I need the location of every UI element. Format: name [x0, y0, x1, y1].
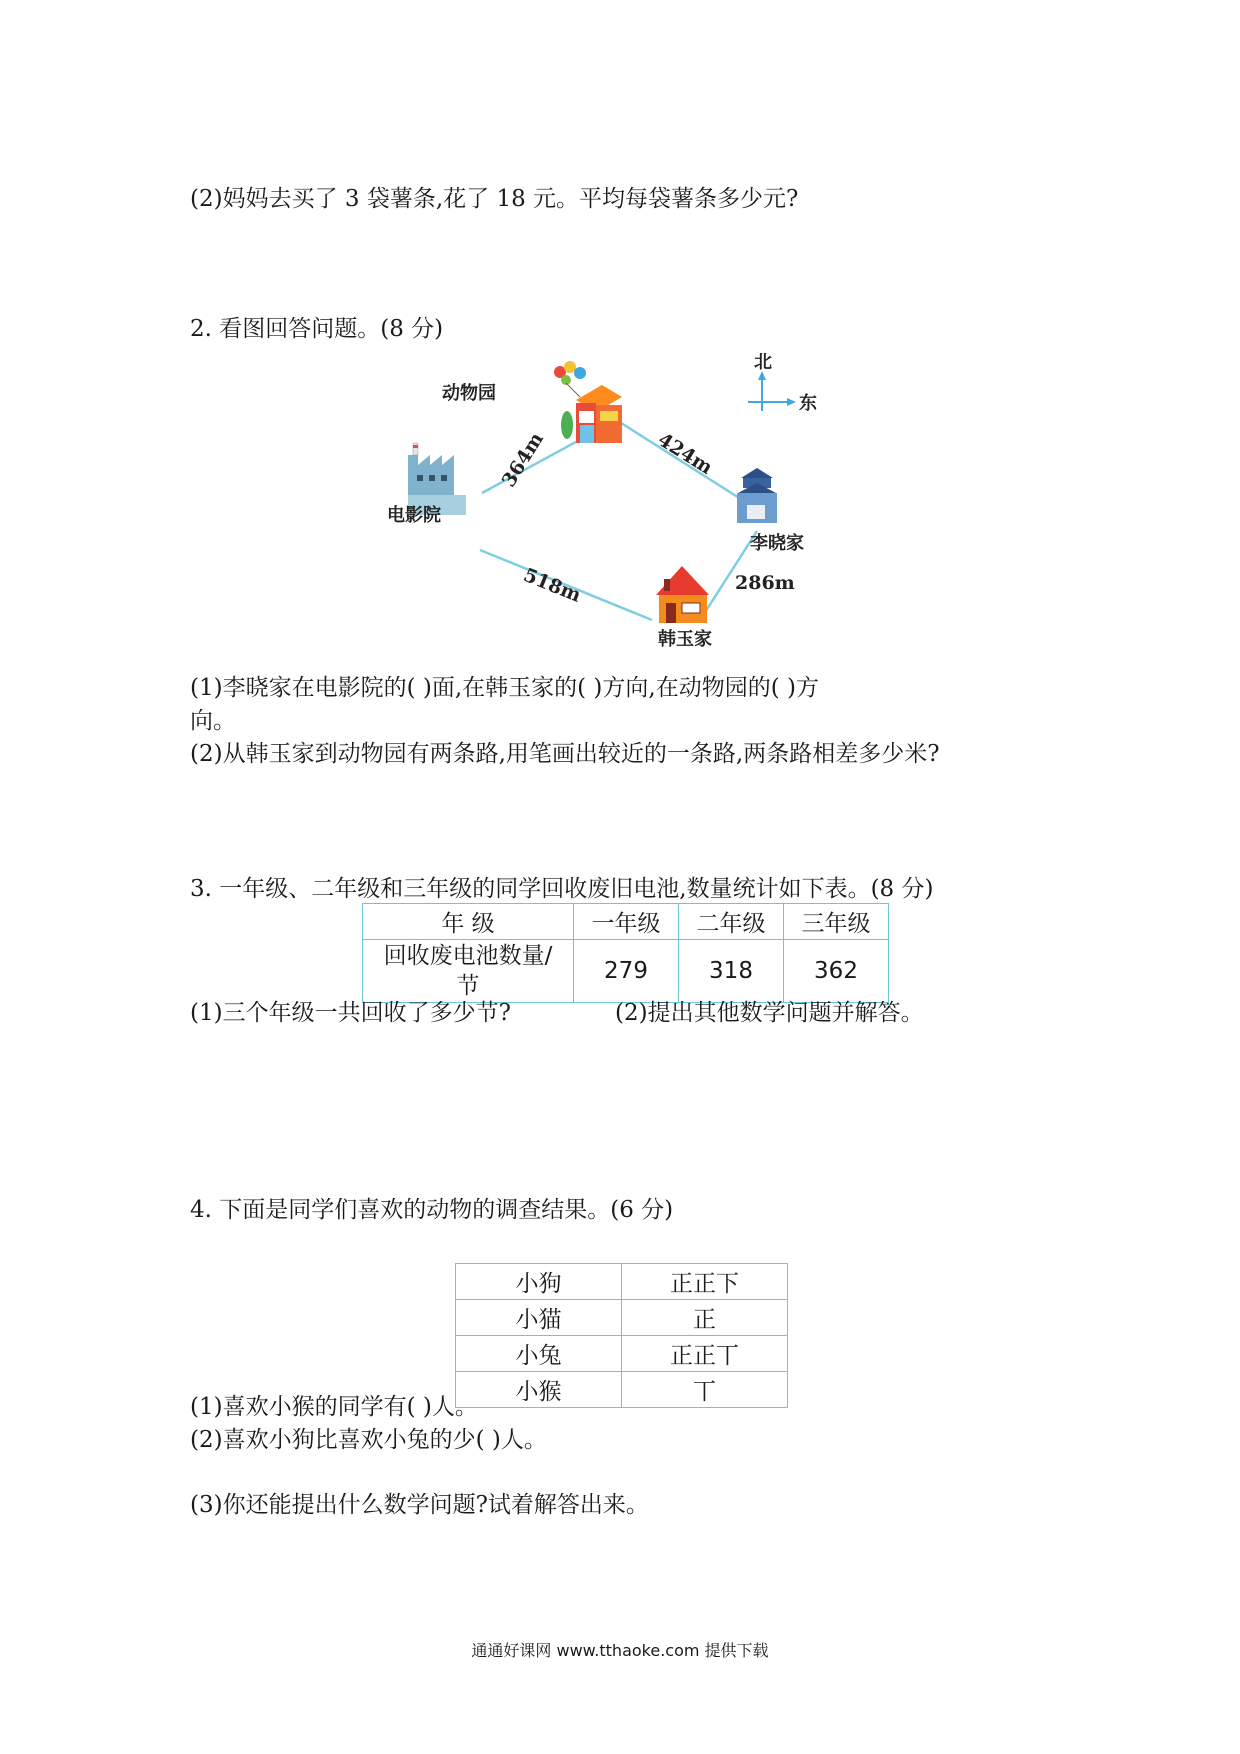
table-row	[456, 1336, 788, 1372]
table-header-grade2: 二年级	[679, 904, 784, 940]
dist-zoo-lixiao: 424m	[654, 428, 717, 480]
q2-sub1-line2: 向。	[190, 708, 236, 734]
hanyu-home-label: 韩玉家	[658, 629, 712, 650]
tally-cell: 丅	[622, 1372, 788, 1408]
footer-text: 通通好课网 www.tthaoke.com 提供下载	[471, 1641, 769, 1660]
lixiao-home-icon	[737, 468, 777, 523]
q2-title: 2. 看图回答问题。(8 分)	[190, 316, 444, 342]
cinema-label: 电影院	[387, 505, 441, 526]
q4-sub1-text: (1)喜欢小猴的同学有( )人。	[190, 1394, 478, 1420]
animal-cell: 小兔	[456, 1336, 622, 1372]
table-row-header	[363, 904, 889, 940]
table-row-label	[363, 940, 574, 1003]
q3-title: 3. 一年级、二年级和三年级的同学回收废旧电池,数量统计如下表。(8 分)	[190, 876, 934, 902]
animal-survey-table	[455, 1263, 788, 1408]
compass-icon	[748, 371, 796, 411]
dist-cinema-hanyu: 518m	[520, 564, 585, 607]
tally-cell: 正正下	[622, 1264, 788, 1300]
battery-table	[362, 903, 889, 1003]
table-cell-grade3: 362	[784, 940, 889, 1003]
animal-cell: 小猴	[456, 1372, 622, 1408]
animal-cell: 小狗	[456, 1264, 622, 1300]
q3-sub1-text: (1)三个年级一共回收了多少节?	[190, 1000, 511, 1026]
table-cell-grade1: 279	[574, 940, 679, 1003]
lixiao-home-label: 李晓家	[750, 533, 804, 554]
tally-cell: 正正丅	[622, 1336, 788, 1372]
zoo-icon	[554, 361, 622, 443]
hanyu-home-icon	[656, 566, 709, 623]
table-header-grade1: 一年级	[574, 904, 679, 940]
dist-cinema-zoo: 364m	[497, 428, 549, 491]
table-row	[456, 1264, 788, 1300]
table-row-label-line1: 回收废电池数量/	[383, 943, 553, 969]
table-cell-grade2: 318	[679, 940, 784, 1003]
table-row	[456, 1372, 788, 1408]
dist-lixiao-hanyu: 286m	[735, 572, 795, 594]
compass-east-label: 东	[799, 393, 817, 414]
table-row-label-line2: 节	[456, 973, 480, 999]
table-header-grade: 年 级	[363, 904, 574, 940]
q2-sub2-text: (2)从韩玉家到动物园有两条路,用笔画出较近的一条路,两条路相差多少米?	[190, 741, 940, 767]
tally-cell: 正	[622, 1300, 788, 1336]
q2-sub1-line1: (1)李晓家在电影院的( )面,在韩玉家的( )方向,在动物园的( )方	[190, 675, 819, 701]
compass-north-label: 北	[754, 352, 772, 373]
zoo-label: 动物园	[442, 383, 496, 404]
q1-sub2-text: (2)妈妈去买了 3 袋薯条,花了 18 元。平均每袋薯条多少元?	[190, 186, 799, 212]
q4-sub2-text: (2)喜欢小狗比喜欢小兔的少( )人。	[190, 1427, 547, 1453]
q4-title: 4. 下面是同学们喜欢的动物的调查结果。(6 分)	[190, 1197, 674, 1223]
route-map	[387, 352, 840, 665]
table-row	[456, 1300, 788, 1336]
animal-cell: 小猫	[456, 1300, 622, 1336]
q3-sub2-text: (2)提出其他数学问题并解答。	[615, 1000, 924, 1026]
table-header-grade3: 三年级	[784, 904, 889, 940]
table-row-values	[363, 940, 889, 1003]
q4-sub3-text: (3)你还能提出什么数学问题?试着解答出来。	[190, 1492, 649, 1518]
